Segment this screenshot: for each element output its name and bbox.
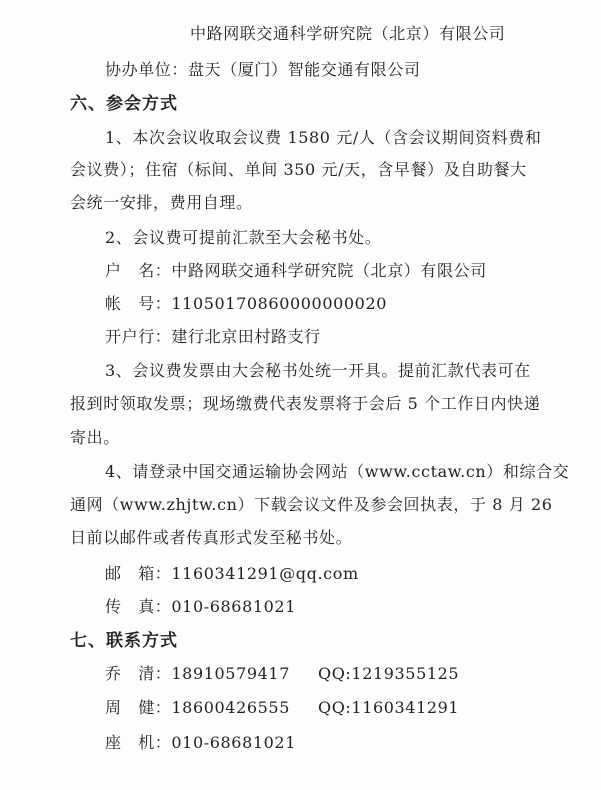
co-organizer-label: 协办单位： [105, 60, 189, 79]
item3-line3: 寄出。 [70, 428, 120, 447]
item3-line2: 报到时领取发票；现场缴费代表发票将于会后 5 个工作日内快递 [70, 394, 541, 413]
item1-line3: 会统一安排，费用自理。 [70, 193, 253, 212]
contact-name: 乔 清： [105, 664, 172, 683]
section-6-title: 六、参会方式 [70, 94, 178, 114]
email-row [105, 564, 359, 584]
bank-row [105, 327, 321, 347]
landline-row [105, 733, 296, 753]
fax-value: 010-68681021 [171, 597, 296, 616]
item3-line1: 3、会议费发票由大会秘书处统一开具。提前汇款代表可在 [105, 361, 531, 380]
fax-row [105, 597, 296, 617]
contact-qq: QQ:1160341291 [317, 698, 460, 717]
bank-label: 开户行： [105, 327, 172, 346]
account-name-row [105, 261, 487, 281]
account-number-value: 11050170860000000020 [171, 294, 387, 313]
organizer-line [190, 24, 505, 44]
section-7-title: 七、联系方式 [70, 631, 178, 651]
account-number-label: 帐 号： [105, 294, 172, 313]
item1-line2: 会议费）；住宿（标间、单间 350 元/天，含早餐）及自助餐大 [70, 160, 527, 179]
contact-row [105, 664, 459, 684]
item1-line1: 1、本次会议收取会议费 1580 元/人（含会议期间资料费和 [105, 128, 542, 147]
item4-line1: 4、请登录中国交通运输协会网站（www.cctaw.cn）和综合交 [105, 462, 570, 481]
account-name-label: 户 名： [105, 261, 172, 280]
email-label: 邮 箱： [105, 564, 172, 583]
landline-label: 座 机： [105, 733, 172, 752]
contact-phone: 18910579417 [171, 664, 290, 683]
contact-row [105, 698, 459, 718]
item4-line3: 日前以邮件或者传真形式发至秘书处。 [70, 528, 353, 547]
item2-line: 2、会议费可提前汇款至大会秘书处。 [105, 228, 382, 247]
contact-name: 周 健： [105, 698, 172, 717]
email-value: 1160341291@qq.com [171, 564, 359, 583]
co-organizer-line [105, 60, 420, 80]
account-number-row [105, 294, 387, 314]
bank-value: 建行北京田村路支行 [171, 327, 321, 346]
contact-qq: QQ:1219355125 [317, 664, 460, 683]
fax-label: 传 真： [105, 597, 172, 616]
co-organizer-name: 盘天（厦门）智能交通有限公司 [188, 60, 421, 79]
contact-phone: 18600426555 [171, 698, 290, 717]
item4-line2: 通网（www.zhjtw.cn）下载会议文件及参会回执表，于 8 月 26 [70, 495, 553, 514]
account-name-value: 中路网联交通科学研究院（北京）有限公司 [171, 261, 487, 280]
organizer-name: 中路网联交通科学研究院（北京）有限公司 [190, 24, 506, 43]
landline-value: 010-68681021 [171, 733, 296, 752]
